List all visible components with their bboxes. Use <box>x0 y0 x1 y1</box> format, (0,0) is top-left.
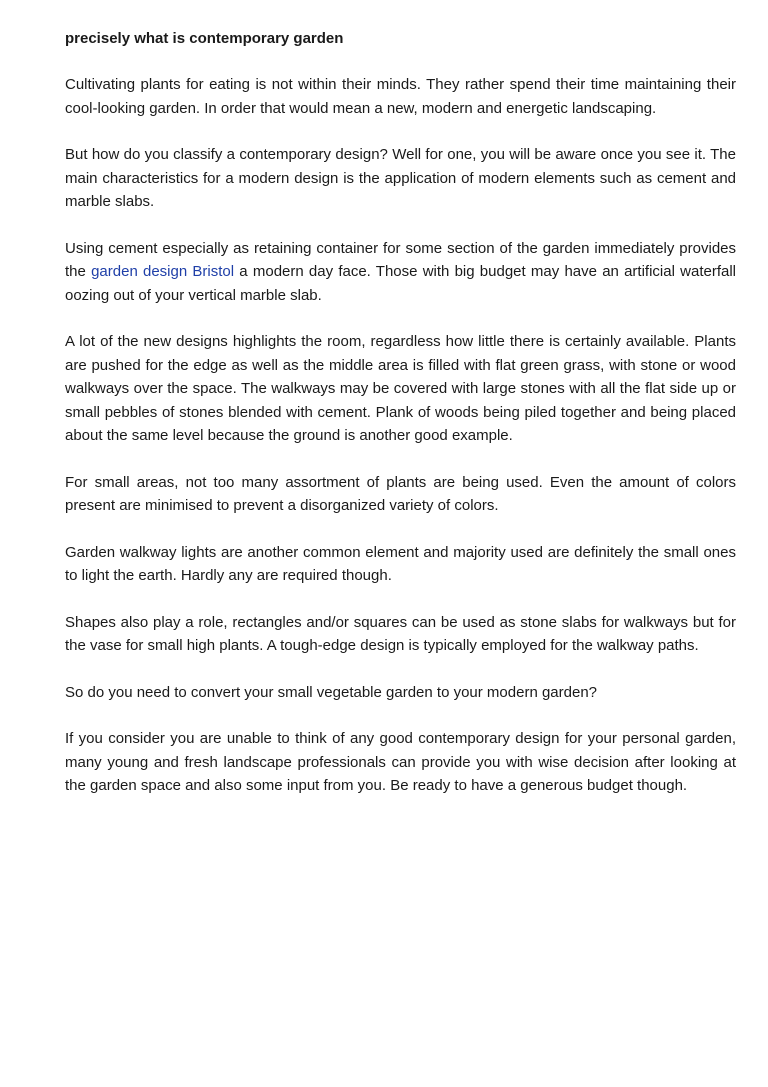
garden-design-bristol-link[interactable]: garden design Bristol <box>91 263 235 280</box>
paragraph-3 <box>65 237 736 308</box>
paragraph-6: Garden walkway lights are another common element and majority used are definitely the small ones to light the earth. Hardly any are required though. <box>65 543 736 584</box>
paragraph-2: But how do you classify a contemporary design? Well for one, you will be aware once you see it. The main characteristics for a modern design is the application of modern elements such as cement and marble slabs. <box>65 146 736 210</box>
paragraph-8: So do you need to convert your small vegetable garden to your modern garden? <box>65 683 598 701</box>
document-page <box>65 27 736 821</box>
paragraph-9: If you consider you are unable to think of any good contemporary design for your personal garden, many young and fresh landscape professionals can provide you with wise decision after looking at the garden space and also some input from you. Be ready to have a generous budget though. <box>65 730 736 794</box>
paragraph-5: For small areas, not too many assortment of plants are being used. Even the amount of colors present are minimised to prevent a disorganized variety of colors. <box>65 473 736 514</box>
paragraph-3-text-after-link: a modern day face. Those with big budget may have an artificial waterfall oozing out of your vertical marble slab. <box>65 263 736 304</box>
paragraph-1: Cultivating plants for eating is not within their minds. They rather spend their time maintaining their cool-looking garden. In order that would mean a new, modern and energetic landscaping. <box>65 76 736 117</box>
paragraph-7: Shapes also play a role, rectangles and/or squares can be used as stone slabs for walkways but for the vase for small high plants. A tough-edge design is typically employed for the walkway paths. <box>65 613 736 654</box>
paragraph-4: A lot of the new designs highlights the room, regardless how little there is certainly available. Plants are pushed for the edge as well as the middle area is filled with flat green grass, with stone or wood walkways over the space. The walkways may be covered with large stones with all the flat side up or small pebbles of stones blended with cement. Plank of woods being piled together and being placed about the same level because the ground is another good example. <box>65 333 736 444</box>
paragraph-3-text-before-link: Using cement especially as retaining container for some section of the garden immediately provides the <box>65 239 736 280</box>
document-title: precisely what is contemporary garden <box>65 30 344 47</box>
